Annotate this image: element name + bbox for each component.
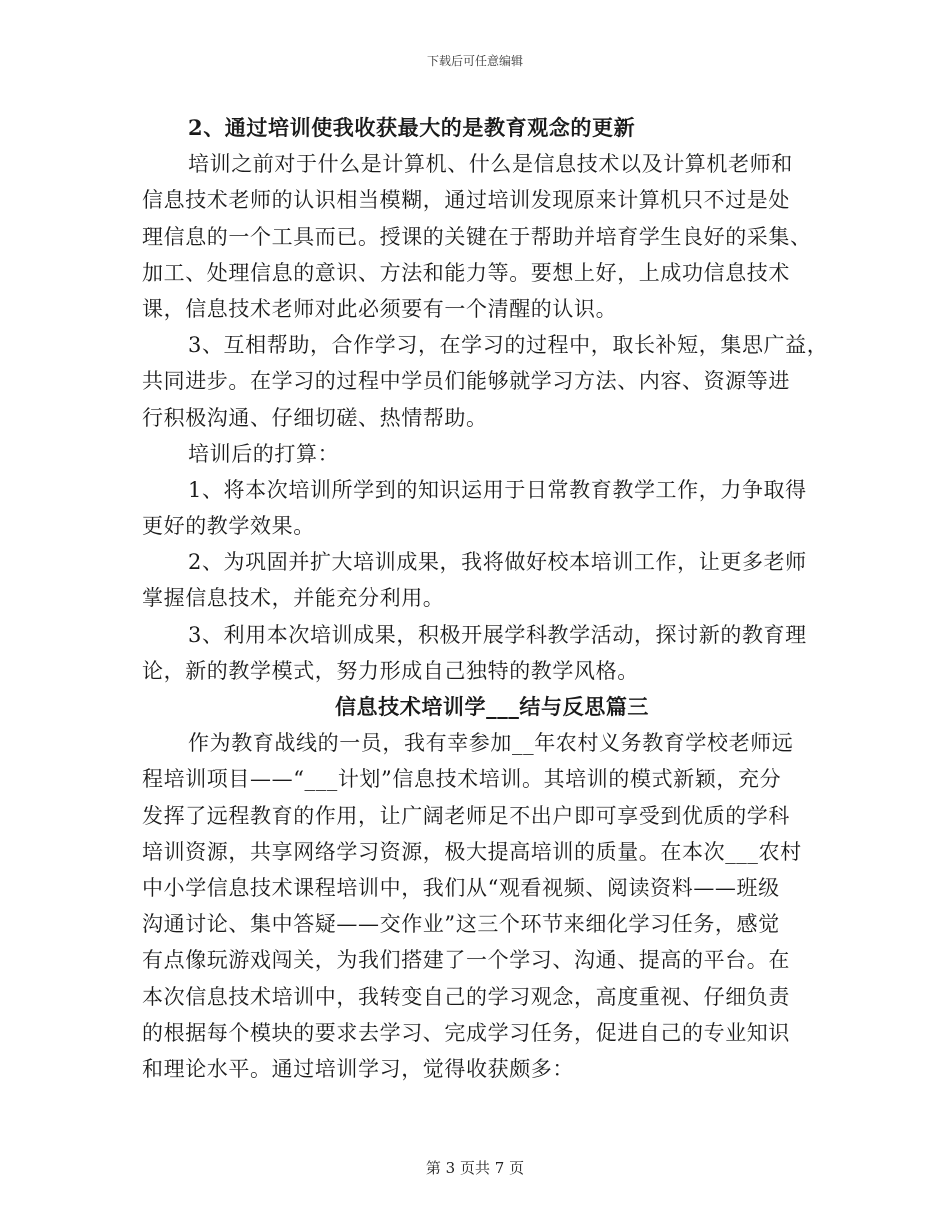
- paragraph-line: 1、将本次培训所学到的知识运用于日常教育教学工作，力争取得: [188, 477, 807, 502]
- paragraph-line: 加工、处理信息的意识、方法和能力等。要想上好，上成功信息技术: [142, 260, 790, 285]
- page-footer: 第 3 页共 7 页: [425, 1159, 525, 1177]
- paragraph-line: 掌握信息技术，并能充分利用。: [142, 586, 445, 611]
- paragraph-line: 沟通讨论、集中答疑——交作业”这三个环节来细化学习任务，感觉: [142, 912, 780, 937]
- paragraph-line: 作为教育战线的一员，我有幸参加__年农村义务教育学校老师远: [188, 731, 794, 756]
- paragraph-line: 3、互相帮助，合作学习，在学习的过程中，取长补短，集思广益，: [188, 333, 829, 358]
- paragraph-line: 培训之前对于什么是计算机、什么是信息技术以及计算机老师和: [188, 152, 793, 177]
- paragraph-line: 培训资源，共享网络学习资源，极大提高培训的质量。在本次___农村: [142, 839, 802, 864]
- paragraph-line: 程培训项目——“___计划”信息技术培训。其培训的模式新颖，充分: [142, 767, 782, 792]
- paragraph-line: 信息技术老师的认识相当模糊，通过培训发现原来计算机只不过是处: [142, 188, 790, 213]
- section-heading: 2、通过培训使我收获最大的是教育观念的更新: [188, 115, 636, 140]
- paragraph-line: 3、利用本次培训成果，积极开展学科教学活动，探讨新的教育理: [188, 622, 807, 647]
- paragraph-line: 理信息的一个工具而已。授课的关键在于帮助并培育学生良好的采集、: [142, 224, 812, 249]
- paragraph-line: 中小学信息技术课程培训中，我们从“观看视频、阅读资料——班级: [142, 875, 780, 900]
- paragraph-line: 课，信息技术老师对此必须要有一个清醒的认识。: [142, 296, 618, 321]
- paragraph-line: 发挥了远程教育的作用，让广阔老师足不出户即可享受到优质的学科: [142, 803, 790, 828]
- paragraph-line: 论，新的教学模式，努力形成自己独特的教学风格。: [142, 658, 639, 683]
- paragraph-line: 有点像玩游戏闯关，为我们搭建了一个学习、沟通、提高的平台。在: [142, 948, 790, 973]
- chapter-title: 信息技术培训学___结与反思篇三: [334, 694, 650, 719]
- document-body: [142, 110, 842, 1087]
- page-header: 下载后可任意编辑: [426, 54, 523, 68]
- paragraph-line: 培训后的打算：: [188, 441, 340, 466]
- paragraph-line: 2、为巩固并扩大培训成果，我将做好校本培训工作，让更多老师: [188, 550, 807, 575]
- paragraph-line: 的根据每个模块的要求去学习、完成学习任务，促进自己的专业知识: [142, 1020, 790, 1045]
- paragraph-line: 本次信息技术培训中，我转变自己的学习观念，高度重视、仔细负责: [142, 984, 790, 1009]
- paragraph-line: 和理论水平。通过培训学习，觉得收获颇多：: [142, 1056, 574, 1081]
- paragraph-line: 行积极沟通、仔细切磋、热情帮助。: [142, 405, 488, 430]
- paragraph-line: 共同进步。在学习的过程中学员们能够就学习方法、内容、资源等进: [142, 369, 790, 394]
- paragraph-line: 更好的教学效果。: [142, 514, 315, 539]
